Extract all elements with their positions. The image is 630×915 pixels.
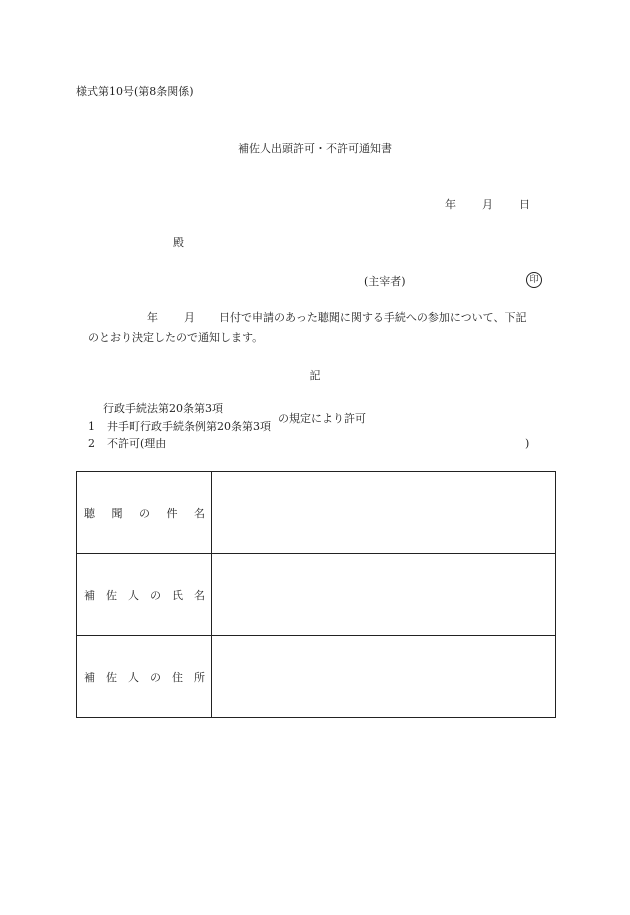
label-char: 補 (84, 588, 95, 602)
label-char: 佐 (106, 588, 117, 602)
body-month: 月 (184, 311, 195, 324)
assistant-address-label (77, 636, 212, 718)
date-year: 年 (445, 198, 456, 211)
hearing-subject-value (212, 472, 556, 554)
item2-label: 不許可(理由 (107, 437, 167, 450)
date-month: 月 (482, 198, 493, 211)
addressee-suffix: 殿 (173, 236, 184, 249)
body-line-2: のとおり決定したので通知します。 (88, 331, 264, 344)
assistant-name-value (212, 554, 556, 636)
item1-law-act: 行政手続法第20条第3項 (103, 402, 223, 415)
label-char: の (150, 670, 161, 684)
date-day: 日 (519, 198, 530, 211)
label-char: の (150, 588, 161, 602)
label-char: 聴 (84, 506, 95, 520)
item2-close-paren: ) (525, 437, 530, 450)
date-line (445, 199, 530, 210)
item2-number: 2 (88, 437, 95, 450)
form-number: 様式第10号(第8条関係) (76, 85, 194, 98)
label-char: 住 (172, 670, 183, 684)
table-row-hearing-subject (77, 472, 556, 554)
label-char: 氏 (172, 588, 183, 602)
document-title: 補佐人出頭許可・不許可通知書 (238, 142, 392, 155)
organizer-label: (主宰者) (364, 275, 406, 288)
body-line-1 (147, 312, 526, 323)
detail-table (76, 471, 556, 718)
label-char: 聞 (111, 506, 123, 520)
seal-mark: 印 (526, 272, 542, 288)
label-char: の (139, 506, 150, 520)
label-char: 補 (84, 670, 95, 684)
label-char: 人 (128, 670, 139, 684)
table-row-assistant-name (77, 554, 556, 636)
assistant-address-value (212, 636, 556, 718)
label-char: 人 (128, 588, 139, 602)
body-text: 日付で申請のあった聴聞に関する手続への参加について、下記 (219, 311, 527, 324)
label-char: 件 (166, 506, 178, 520)
label-char: 名 (194, 588, 205, 602)
hearing-subject-label (77, 472, 212, 554)
ki-heading: 記 (309, 369, 321, 382)
label-char: 名 (194, 506, 205, 520)
assistant-name-label (77, 554, 212, 636)
table-row-assistant-address (77, 636, 556, 718)
item1-number: 1 (88, 420, 95, 433)
item1-law-ordinance: 井手町行政手続条例第20条第3項 (107, 420, 271, 433)
label-char: 佐 (106, 670, 117, 684)
item1-permission-text: の規定により許可 (278, 412, 366, 425)
label-char: 所 (194, 670, 205, 684)
body-year: 年 (147, 311, 158, 324)
